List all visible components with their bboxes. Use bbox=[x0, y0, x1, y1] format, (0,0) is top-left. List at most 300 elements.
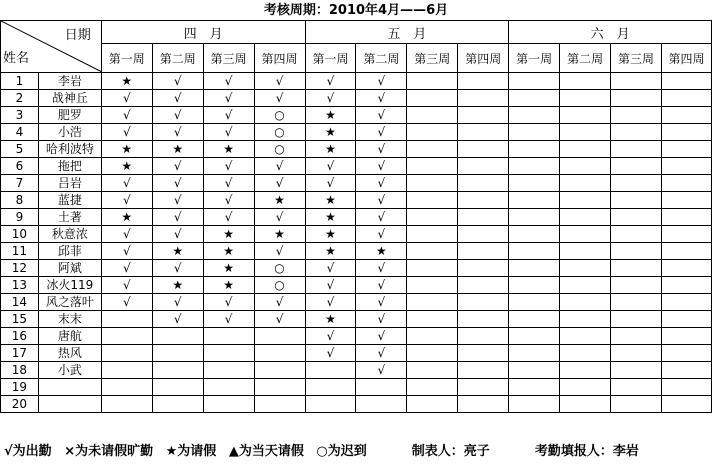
attendance-cell bbox=[509, 396, 560, 413]
attendance-cell bbox=[611, 124, 662, 141]
attendance-cell: √ bbox=[356, 277, 407, 294]
attendance-cell: √ bbox=[203, 311, 254, 328]
table-row bbox=[1, 192, 712, 209]
attendance-cell bbox=[458, 158, 509, 175]
attendance-cell: ○ bbox=[254, 141, 305, 158]
row-number: 7 bbox=[1, 175, 39, 192]
legend bbox=[4, 441, 712, 463]
attendance-cell: √ bbox=[152, 226, 203, 243]
attendance-cell bbox=[203, 379, 254, 396]
attendance-cell bbox=[152, 362, 203, 379]
attendance-cell: √ bbox=[254, 175, 305, 192]
attendance-cell: √ bbox=[101, 124, 152, 141]
attendance-cell bbox=[254, 379, 305, 396]
month-june: 六 月 bbox=[509, 21, 712, 44]
attendance-cell bbox=[152, 345, 203, 362]
attendance-cell bbox=[661, 345, 711, 362]
table-row bbox=[1, 226, 712, 243]
row-number: 12 bbox=[1, 260, 39, 277]
date-label: 日期 bbox=[64, 28, 91, 43]
attendance-cell bbox=[305, 362, 356, 379]
attendance-cell bbox=[560, 192, 611, 209]
attendance-cell bbox=[509, 294, 560, 311]
attendance-cell bbox=[560, 379, 611, 396]
table-row bbox=[1, 107, 712, 124]
attendance-cell bbox=[458, 243, 509, 260]
attendance-cell bbox=[407, 328, 458, 345]
attendance-cell: √ bbox=[152, 209, 203, 226]
employee-name: 秋意浓 bbox=[38, 226, 101, 243]
attendance-cell bbox=[560, 243, 611, 260]
attendance-cell bbox=[661, 192, 711, 209]
attendance-cell bbox=[509, 345, 560, 362]
attendance-cell bbox=[661, 209, 711, 226]
attendance-cell bbox=[101, 311, 152, 328]
attendance-cell bbox=[611, 396, 662, 413]
attendance-cell: √ bbox=[305, 175, 356, 192]
attendance-cell: √ bbox=[356, 175, 407, 192]
employee-name: 风之落叶 bbox=[38, 294, 101, 311]
week-header: 第三周 bbox=[203, 44, 254, 73]
attendance-cell bbox=[509, 243, 560, 260]
attendance-cell: √ bbox=[203, 158, 254, 175]
attendance-cell: ★ bbox=[305, 124, 356, 141]
attendance-cell: √ bbox=[254, 90, 305, 107]
attendance-cell: √ bbox=[152, 175, 203, 192]
attendance-cell bbox=[101, 345, 152, 362]
attendance-cell: √ bbox=[305, 158, 356, 175]
employee-name: 小武 bbox=[38, 362, 101, 379]
attendance-cell bbox=[458, 277, 509, 294]
attendance-cell: √ bbox=[152, 311, 203, 328]
week-header: 第三周 bbox=[611, 44, 662, 73]
attendance-cell bbox=[152, 328, 203, 345]
attendance-cell: √ bbox=[254, 243, 305, 260]
attendance-cell bbox=[101, 362, 152, 379]
attendance-cell bbox=[458, 362, 509, 379]
row-number: 15 bbox=[1, 311, 39, 328]
attendance-cell bbox=[101, 396, 152, 413]
attendance-cell: √ bbox=[203, 192, 254, 209]
attendance-cell bbox=[407, 90, 458, 107]
attendance-cell bbox=[254, 362, 305, 379]
attendance-cell bbox=[458, 260, 509, 277]
attendance-cell: √ bbox=[356, 311, 407, 328]
attendance-cell bbox=[407, 158, 458, 175]
row-number: 14 bbox=[1, 294, 39, 311]
attendance-cell: √ bbox=[305, 328, 356, 345]
attendance-cell bbox=[611, 345, 662, 362]
row-number: 2 bbox=[1, 90, 39, 107]
attendance-cell: √ bbox=[152, 192, 203, 209]
table-maker: 制表人：亮子 bbox=[411, 444, 490, 459]
attendance-cell: ★ bbox=[152, 243, 203, 260]
attendance-cell bbox=[661, 328, 711, 345]
table-row bbox=[1, 277, 712, 294]
attendance-cell bbox=[407, 141, 458, 158]
attendance-cell: ○ bbox=[254, 277, 305, 294]
attendance-cell bbox=[458, 175, 509, 192]
attendance-cell bbox=[560, 124, 611, 141]
attendance-cell bbox=[458, 209, 509, 226]
attendance-cell bbox=[560, 260, 611, 277]
attendance-cell bbox=[458, 73, 509, 90]
attendance-cell: ○ bbox=[254, 124, 305, 141]
attendance-cell bbox=[509, 90, 560, 107]
attendance-cell bbox=[611, 141, 662, 158]
attendance-cell: ★ bbox=[101, 158, 152, 175]
attendance-cell bbox=[203, 396, 254, 413]
attendance-cell bbox=[101, 328, 152, 345]
attendance-cell: ★ bbox=[203, 243, 254, 260]
table-row bbox=[1, 396, 712, 413]
attendance-cell bbox=[509, 107, 560, 124]
table-row bbox=[1, 260, 712, 277]
attendance-cell bbox=[407, 362, 458, 379]
attendance-cell bbox=[560, 158, 611, 175]
attendance-cell bbox=[152, 379, 203, 396]
employee-name: 小浩 bbox=[38, 124, 101, 141]
attendance-cell bbox=[661, 396, 711, 413]
week-header: 第三周 bbox=[407, 44, 458, 73]
attendance-cell: ★ bbox=[305, 226, 356, 243]
row-number: 17 bbox=[1, 345, 39, 362]
attendance-cell bbox=[560, 345, 611, 362]
week-header: 第四周 bbox=[458, 44, 509, 73]
attendance-cell: ★ bbox=[254, 226, 305, 243]
attendance-cell: ★ bbox=[203, 141, 254, 158]
attendance-cell bbox=[509, 277, 560, 294]
row-number: 13 bbox=[1, 277, 39, 294]
attendance-cell bbox=[407, 379, 458, 396]
attendance-cell bbox=[509, 192, 560, 209]
attendance-cell bbox=[560, 396, 611, 413]
attendance-cell bbox=[407, 294, 458, 311]
attendance-cell bbox=[661, 90, 711, 107]
week-header: 第二周 bbox=[560, 44, 611, 73]
table-row bbox=[1, 90, 712, 107]
attendance-cell bbox=[661, 294, 711, 311]
attendance-cell: √ bbox=[101, 277, 152, 294]
attendance-cell: ★ bbox=[305, 243, 356, 260]
page-title: 考核周期：2010年4月——6月 bbox=[263, 3, 449, 18]
attendance-cell bbox=[611, 90, 662, 107]
legend-absent: ×为未请假旷勤 bbox=[64, 444, 154, 459]
attendance-cell bbox=[509, 175, 560, 192]
row-number: 16 bbox=[1, 328, 39, 345]
attendance-cell: ○ bbox=[254, 260, 305, 277]
attendance-cell: √ bbox=[101, 192, 152, 209]
week-header: 第二周 bbox=[356, 44, 407, 73]
attendance-cell bbox=[560, 362, 611, 379]
attendance-cell bbox=[611, 192, 662, 209]
attendance-cell: √ bbox=[152, 124, 203, 141]
table-row bbox=[1, 294, 712, 311]
attendance-cell bbox=[509, 209, 560, 226]
corner-header bbox=[1, 21, 102, 73]
employee-name: 战神丘 bbox=[38, 90, 101, 107]
attendance-cell bbox=[560, 226, 611, 243]
attendance-cell: √ bbox=[203, 90, 254, 107]
attendance-cell bbox=[458, 141, 509, 158]
attendance-cell bbox=[509, 141, 560, 158]
attendance-cell: √ bbox=[203, 107, 254, 124]
attendance-cell: √ bbox=[203, 73, 254, 90]
row-number: 8 bbox=[1, 192, 39, 209]
attendance-cell bbox=[661, 379, 711, 396]
week-header: 第一周 bbox=[509, 44, 560, 73]
attendance-cell bbox=[458, 124, 509, 141]
attendance-cell: √ bbox=[356, 294, 407, 311]
attendance-cell bbox=[407, 260, 458, 277]
attendance-cell bbox=[509, 362, 560, 379]
attendance-cell bbox=[407, 243, 458, 260]
row-number: 19 bbox=[1, 379, 39, 396]
attendance-cell bbox=[611, 311, 662, 328]
row-number: 4 bbox=[1, 124, 39, 141]
legend-same-day-leave: ▲为当天请假 bbox=[228, 444, 304, 459]
attendance-cell bbox=[407, 345, 458, 362]
table-row bbox=[1, 311, 712, 328]
attendance-cell: ★ bbox=[356, 243, 407, 260]
row-number: 18 bbox=[1, 362, 39, 379]
row-number: 6 bbox=[1, 158, 39, 175]
attendance-cell: ★ bbox=[305, 209, 356, 226]
attendance-cell: ★ bbox=[101, 209, 152, 226]
attendance-cell: √ bbox=[305, 260, 356, 277]
week-header-row bbox=[1, 44, 712, 73]
attendance-cell bbox=[356, 396, 407, 413]
employee-name: 末末 bbox=[38, 311, 101, 328]
attendance-cell bbox=[611, 158, 662, 175]
attendance-cell bbox=[254, 396, 305, 413]
attendance-cell bbox=[509, 311, 560, 328]
attendance-cell bbox=[560, 277, 611, 294]
month-april: 四 月 bbox=[101, 21, 305, 44]
attendance-cell: √ bbox=[356, 158, 407, 175]
attendance-cell bbox=[254, 328, 305, 345]
attendance-body bbox=[1, 73, 712, 413]
attendance-cell: √ bbox=[203, 124, 254, 141]
employee-name: 李岩 bbox=[38, 73, 101, 90]
attendance-cell: √ bbox=[101, 107, 152, 124]
attendance-cell: √ bbox=[356, 73, 407, 90]
attendance-cell: ★ bbox=[101, 141, 152, 158]
attendance-cell bbox=[611, 226, 662, 243]
attendance-cell: √ bbox=[203, 294, 254, 311]
attendance-filler: 考勤填报人：李岩 bbox=[534, 444, 639, 459]
attendance-cell: √ bbox=[152, 260, 203, 277]
attendance-cell bbox=[254, 345, 305, 362]
attendance-cell bbox=[458, 90, 509, 107]
attendance-cell bbox=[611, 243, 662, 260]
attendance-cell bbox=[458, 396, 509, 413]
attendance-cell bbox=[458, 192, 509, 209]
legend-leave: ★为请假 bbox=[165, 444, 217, 459]
attendance-cell: √ bbox=[356, 141, 407, 158]
week-header: 第一周 bbox=[305, 44, 356, 73]
attendance-cell bbox=[407, 175, 458, 192]
attendance-cell bbox=[611, 294, 662, 311]
attendance-cell: √ bbox=[356, 226, 407, 243]
attendance-cell: √ bbox=[254, 311, 305, 328]
attendance-cell: ★ bbox=[305, 141, 356, 158]
week-header: 第一周 bbox=[101, 44, 152, 73]
employee-name bbox=[38, 379, 101, 396]
table-row bbox=[1, 345, 712, 362]
attendance-cell: √ bbox=[305, 73, 356, 90]
week-header: 第四周 bbox=[254, 44, 305, 73]
attendance-cell: √ bbox=[305, 294, 356, 311]
table-row bbox=[1, 141, 712, 158]
attendance-cell bbox=[509, 379, 560, 396]
row-number: 20 bbox=[1, 396, 39, 413]
attendance-cell bbox=[152, 396, 203, 413]
attendance-cell: √ bbox=[152, 107, 203, 124]
employee-name: 唐航 bbox=[38, 328, 101, 345]
attendance-cell bbox=[203, 362, 254, 379]
row-number: 11 bbox=[1, 243, 39, 260]
attendance-cell bbox=[560, 141, 611, 158]
attendance-cell bbox=[560, 328, 611, 345]
legend-present: √为出勤 bbox=[4, 444, 52, 459]
employee-name: 冰火119 bbox=[38, 277, 101, 294]
attendance-cell bbox=[661, 226, 711, 243]
attendance-table bbox=[0, 20, 712, 413]
attendance-cell: ★ bbox=[152, 277, 203, 294]
table-row bbox=[1, 124, 712, 141]
week-header: 第四周 bbox=[661, 44, 711, 73]
attendance-cell: √ bbox=[254, 73, 305, 90]
attendance-cell bbox=[305, 379, 356, 396]
attendance-cell bbox=[661, 141, 711, 158]
attendance-cell: √ bbox=[101, 90, 152, 107]
attendance-cell bbox=[407, 277, 458, 294]
week-header: 第二周 bbox=[152, 44, 203, 73]
row-number: 10 bbox=[1, 226, 39, 243]
attendance-cell bbox=[611, 379, 662, 396]
attendance-cell bbox=[560, 73, 611, 90]
attendance-cell bbox=[203, 345, 254, 362]
employee-name: 邱菲 bbox=[38, 243, 101, 260]
attendance-cell: √ bbox=[356, 107, 407, 124]
employee-name: 肥罗 bbox=[38, 107, 101, 124]
attendance-cell bbox=[509, 73, 560, 90]
attendance-cell bbox=[203, 328, 254, 345]
row-number: 5 bbox=[1, 141, 39, 158]
attendance-cell bbox=[407, 107, 458, 124]
attendance-cell bbox=[560, 209, 611, 226]
attendance-cell bbox=[611, 175, 662, 192]
attendance-cell: √ bbox=[101, 226, 152, 243]
attendance-cell: ★ bbox=[203, 226, 254, 243]
attendance-cell: √ bbox=[356, 362, 407, 379]
attendance-cell: ★ bbox=[203, 277, 254, 294]
attendance-cell bbox=[560, 311, 611, 328]
attendance-cell bbox=[661, 175, 711, 192]
attendance-cell bbox=[661, 124, 711, 141]
attendance-cell: √ bbox=[356, 209, 407, 226]
attendance-cell: √ bbox=[101, 260, 152, 277]
attendance-cell: ★ bbox=[305, 192, 356, 209]
attendance-cell bbox=[458, 107, 509, 124]
attendance-cell: √ bbox=[152, 158, 203, 175]
attendance-cell: √ bbox=[254, 294, 305, 311]
attendance-cell: √ bbox=[203, 175, 254, 192]
attendance-cell: √ bbox=[356, 328, 407, 345]
attendance-cell bbox=[611, 260, 662, 277]
table-row bbox=[1, 379, 712, 396]
attendance-cell bbox=[611, 277, 662, 294]
month-header-row bbox=[1, 21, 712, 44]
employee-name: 热风 bbox=[38, 345, 101, 362]
attendance-cell: √ bbox=[101, 243, 152, 260]
employee-name bbox=[38, 396, 101, 413]
employee-name: 哈利波特 bbox=[38, 141, 101, 158]
attendance-cell: √ bbox=[203, 209, 254, 226]
attendance-cell: ★ bbox=[254, 192, 305, 209]
attendance-cell bbox=[458, 328, 509, 345]
attendance-cell bbox=[305, 396, 356, 413]
attendance-cell bbox=[661, 311, 711, 328]
attendance-cell bbox=[661, 362, 711, 379]
row-number: 3 bbox=[1, 107, 39, 124]
table-row bbox=[1, 158, 712, 175]
attendance-cell: √ bbox=[305, 90, 356, 107]
attendance-cell bbox=[458, 311, 509, 328]
attendance-cell bbox=[458, 226, 509, 243]
attendance-cell bbox=[661, 107, 711, 124]
attendance-cell: √ bbox=[101, 175, 152, 192]
attendance-cell: ○ bbox=[254, 107, 305, 124]
attendance-cell bbox=[407, 226, 458, 243]
attendance-cell bbox=[407, 192, 458, 209]
attendance-cell bbox=[611, 209, 662, 226]
row-number: 1 bbox=[1, 73, 39, 90]
attendance-cell bbox=[661, 260, 711, 277]
attendance-cell: √ bbox=[356, 345, 407, 362]
attendance-cell: ★ bbox=[152, 141, 203, 158]
attendance-cell: √ bbox=[305, 277, 356, 294]
attendance-cell: ★ bbox=[101, 73, 152, 90]
attendance-cell bbox=[611, 362, 662, 379]
attendance-cell: ★ bbox=[203, 260, 254, 277]
table-row bbox=[1, 243, 712, 260]
row-number: 9 bbox=[1, 209, 39, 226]
attendance-cell: √ bbox=[152, 294, 203, 311]
attendance-cell bbox=[560, 90, 611, 107]
employee-name: 蓝捷 bbox=[38, 192, 101, 209]
attendance-cell bbox=[407, 124, 458, 141]
attendance-cell bbox=[458, 379, 509, 396]
attendance-cell bbox=[509, 328, 560, 345]
attendance-cell: √ bbox=[356, 124, 407, 141]
employee-name: 土著 bbox=[38, 209, 101, 226]
attendance-cell bbox=[509, 158, 560, 175]
attendance-cell: √ bbox=[305, 345, 356, 362]
attendance-cell bbox=[407, 209, 458, 226]
employee-name: 拖把 bbox=[38, 158, 101, 175]
employee-name: 阿斌 bbox=[38, 260, 101, 277]
attendance-cell bbox=[356, 379, 407, 396]
attendance-cell: √ bbox=[152, 73, 203, 90]
attendance-cell bbox=[661, 277, 711, 294]
legend-late: ○为迟到 bbox=[316, 444, 367, 459]
attendance-cell: √ bbox=[101, 294, 152, 311]
table-row bbox=[1, 73, 712, 90]
attendance-cell: √ bbox=[356, 192, 407, 209]
month-may: 五 月 bbox=[305, 21, 509, 44]
